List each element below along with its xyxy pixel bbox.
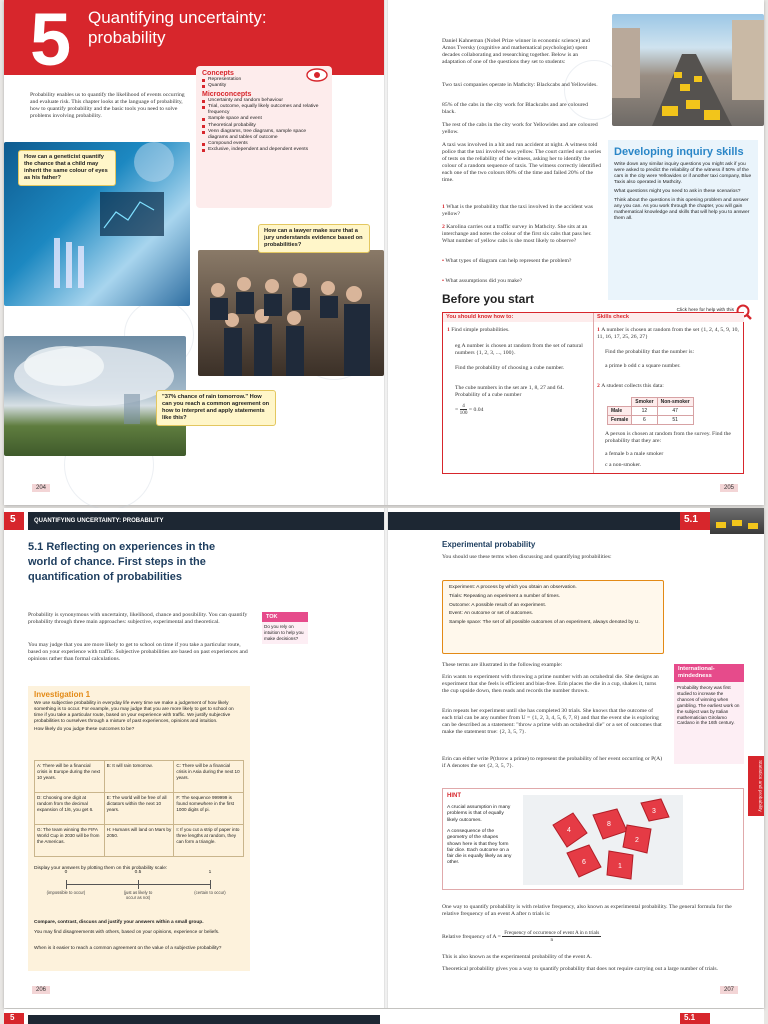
question-4: • What assumptions did you make? bbox=[442, 278, 523, 284]
table-cell: 6 bbox=[632, 416, 657, 425]
question-1: 1 What is the probability that the taxi involved in the accident was yellow? bbox=[442, 204, 593, 217]
fraction-denominator: 100 bbox=[459, 410, 468, 416]
jury-illustration bbox=[198, 250, 384, 376]
strip-dark bbox=[388, 512, 680, 530]
chapter-number: 5 bbox=[30, 0, 72, 81]
skill-options-1: a prime b odd c a square number. bbox=[605, 363, 681, 369]
peek-chapter-number: 5 bbox=[4, 1013, 24, 1024]
scale-label: 0.5 bbox=[134, 870, 142, 875]
scale-tick bbox=[210, 880, 211, 889]
concept-item: Quantity bbox=[202, 83, 326, 89]
microconcept-item: Exclusive, independent and dependent events bbox=[202, 147, 326, 153]
hint-paragraph-1: A crucial assumption in many problems is that of equally likely outcomes. bbox=[447, 805, 511, 823]
scale-label: 1 bbox=[208, 870, 212, 875]
outcome-cell: A: There will be a financial crisis in Europe during the next 10 years. bbox=[35, 761, 105, 793]
table-header-cell: Non-smoker bbox=[657, 398, 693, 407]
formula-denominator: n bbox=[550, 937, 554, 943]
microconcept-item: Sample space and event bbox=[202, 116, 326, 122]
tok-text: Do you rely on intuition to help you make decisions? bbox=[262, 622, 308, 644]
spread-pages-204-205 bbox=[4, 0, 764, 505]
relative-frequency-formula bbox=[442, 930, 744, 943]
fraction-numerator: 4 bbox=[460, 403, 468, 410]
help-link[interactable]: Click here for help with this bbox=[676, 308, 734, 313]
formula-fraction bbox=[502, 930, 601, 943]
inquiry-title: Developing inquiry skills bbox=[614, 146, 744, 158]
concepts-box bbox=[196, 66, 332, 208]
next-spread-peek bbox=[4, 1009, 764, 1024]
microconcept-item: Theoretical probability bbox=[202, 123, 326, 129]
scale-sub-label: (impossible to occur) bbox=[46, 890, 86, 895]
city-taxis-photo bbox=[612, 14, 764, 126]
skill-item-1-text: A number is chosen at random from the set {1, 2, 4, 5, 9, 10, 11, 16, 17, 25, 26, 27} bbox=[597, 327, 739, 340]
scale-tick bbox=[66, 880, 67, 889]
courtroom-photo bbox=[198, 250, 384, 376]
skill-options-2: a female b a male smoker bbox=[605, 451, 664, 457]
svg-text:4: 4 bbox=[567, 827, 571, 834]
relative-frequency-paragraph: One way to quantify probability is with relative frequency, also known as experimental probability. The general formula for the relative frequency of an event A after n trials is: bbox=[442, 904, 732, 917]
example-paragraph-2: Erin repeats her experiment until she has completed 30 trials. She knows that the outcome of each trial can be any number from U = {1, 2, 3, 4, 5, 6, 7, 8} and that the event she is exploring can be described as a statement: "throw a prime with an octahedral die" or a set of outcomes that make the statement true: {2, 3, 5, 7}. bbox=[442, 708, 662, 735]
svg-text:3: 3 bbox=[652, 808, 656, 815]
hint-paragraph-2: A consequence of the geometry of the shapes shown here is that they form fair dice. Each outcome on a fair die is equally likely as any other. bbox=[447, 829, 512, 866]
concept-item: Representation bbox=[202, 77, 326, 83]
outcome-cell: I: If you cut a strip of paper into three lengths at random, they can form a triangle. bbox=[174, 825, 244, 857]
theoretical-note: Theoretical probability gives you a way to quantify probability that does not require carrying out a large number of trials. bbox=[442, 966, 718, 972]
peek-strip bbox=[28, 1015, 380, 1024]
definition-sample-space: Sample space: The set of all possible outcomes of an experiment, always denoted by U. bbox=[449, 620, 640, 626]
gutter bbox=[384, 0, 388, 505]
before-you-start-heading: Before you start bbox=[442, 292, 535, 306]
inquiry-paragraph-2: What questions might you need to ask in these scenarios? bbox=[614, 189, 741, 194]
example-paragraph-1: Erin wants to experiment with throwing a prime number with an octahedral die. She designs an experiment that she feels is efficient and bias-free. Erin places the die in a cup, shakes it, turns the cup upside down, then reads and records the number thrown. bbox=[442, 674, 659, 694]
display-instruction: Display your answers by plotting them on this probability scale: bbox=[34, 866, 168, 871]
table-row-label: Female bbox=[608, 416, 632, 425]
terms-intro: You should use these terms when discussing and quantifying probabilities: bbox=[442, 554, 612, 560]
svg-text:8: 8 bbox=[607, 821, 611, 828]
investigation-question: How likely do you judge these outcomes to be? bbox=[34, 727, 135, 732]
column-divider bbox=[593, 313, 594, 473]
outcomes-grid bbox=[34, 760, 244, 857]
skills-check-box bbox=[442, 312, 744, 474]
peek-section-number: 5.1 bbox=[680, 1013, 710, 1024]
know-item-1: 1 Find simple probabilities. bbox=[447, 327, 510, 333]
scale-sub-label: (certain to occur) bbox=[194, 890, 226, 895]
page-number-204: 204 bbox=[32, 484, 50, 492]
definition-experiment: Experiment: A process by which you obtain an observation. bbox=[449, 585, 577, 590]
inquiry-paragraph-1: Write down any similar inquiry questions you might ask if you were asked to predict the reliability of the witness if 50% of the cars in the city were Yellowides or if another taxi company, Blue Taxis also operated in Mathcity. bbox=[614, 162, 752, 185]
hint-title: HINT bbox=[447, 793, 461, 799]
inquiry-paragraph-3: Think about the questions in this opening problem and answer any you can. As you work through the chapter, you will gain mathematical knowledge and skills that will help you to answer them all. bbox=[614, 198, 750, 221]
table-row-label: Male bbox=[608, 407, 632, 416]
table-cell: 51 bbox=[657, 416, 693, 425]
hint-box bbox=[442, 788, 744, 890]
illustrated-note: These terms are illustrated in the following example: bbox=[442, 662, 563, 668]
know-how-heading: You should know how to: bbox=[443, 313, 593, 322]
taxi-strip-illustration bbox=[710, 508, 764, 534]
dice-illustration bbox=[523, 795, 683, 885]
callout-rain: "37% chance of rain tomorrow." How can you reach a common agreement on how to interpret and apply statements like this? bbox=[156, 390, 276, 426]
outcome-cell: D: Choosing one digit at random from the decimal expansion of 1/6, you get 6. bbox=[35, 793, 105, 825]
formula-numerator: Frequency of occurrence of event A in n trials bbox=[504, 930, 600, 936]
page-number-205: 205 bbox=[720, 484, 738, 492]
definition-trials: Trials: Repeating an experiment a number of times. bbox=[449, 593, 560, 599]
strip-chapter-label: QUANTIFYING UNCERTAINTY: PROBABILITY bbox=[28, 512, 384, 530]
intl-text: Probability theory was first studied to increase the chances of winning when gambling. The earliest work on the subject was by Italian mathematician Girolamo Cardano in the 16th century. bbox=[674, 682, 744, 764]
skill-options-3: c a non-smoker. bbox=[605, 462, 642, 468]
outcome-cell: E: The world will be free of all dictators within the next 10 years. bbox=[105, 793, 175, 825]
question-1-text: What is the probability that the taxi involved in the accident was yellow? bbox=[442, 204, 593, 217]
know-item-1-text: Find simple probabilities. bbox=[451, 327, 510, 333]
developing-inquiry-box bbox=[608, 140, 758, 300]
tok-box bbox=[262, 612, 308, 654]
smoker-table bbox=[607, 397, 694, 425]
definitions-box bbox=[442, 580, 664, 654]
callout-geneticist: How can a geneticist quantify the chance that a child may inherit the same colour of eyes as his father? bbox=[18, 150, 116, 186]
accident-paragraph: A taxi was involved in a hit and run accident at night. A witness told police that the taxi involved was yellow. The court carried out a series of tests on the reliability of the witness, asking her to identify the colour of a random sequence of taxis. The witness correctly identified each one of the two colours 80% of the time and failed 20% of the time. bbox=[442, 142, 602, 183]
tok-title: TOK bbox=[262, 612, 308, 622]
question-3: • What types of diagram can help represent the problem? bbox=[442, 258, 572, 264]
disagree-note: You may find disagreements with others, based on your opinions, experience or beliefs. bbox=[34, 930, 220, 935]
page-number-207: 207 bbox=[720, 986, 738, 994]
svg-text:2: 2 bbox=[635, 837, 639, 844]
scale-tick bbox=[138, 880, 139, 889]
strip-section-number: 5.1 bbox=[680, 512, 710, 530]
skill-find: Find the probability that the number is: bbox=[605, 349, 695, 355]
outcome-cell: G: The team winning the FIFA World Cup in 2030 will be from the Americas. bbox=[35, 825, 105, 857]
intro-paragraph-2: You may judge that you are more likely to get to school on time if you take a particular route, based on your experience with traffic. Subjective probabilities are based on past experiences and opinions rather than formal calculations. bbox=[28, 642, 248, 662]
fraction bbox=[460, 403, 468, 416]
svg-text:6: 6 bbox=[582, 859, 586, 866]
skill-person: A person is chosen at random from the survey. Find the probability that they are: bbox=[605, 431, 731, 444]
outcome-cell: B: It will rain tomorrow. bbox=[105, 761, 175, 793]
definition-event: Event: An outcome or set of outcomes. bbox=[449, 611, 533, 617]
svg-text:1: 1 bbox=[618, 863, 622, 870]
investigation-box bbox=[28, 686, 250, 971]
agreement-question: When is it easier to reach a common agreement on the value of a subjective probability? bbox=[34, 946, 222, 951]
kahneman-paragraph: Daniel Kahneman (Nobel Prize winner in economic science) and Amos Tversky (cognitive and mathematical psychologist) spent decades collaborating and researching together. Below is an adaptation of one of the questions they set to students: bbox=[442, 38, 590, 65]
taxi-companies-paragraph: Two taxi companies operate in Mathcity: Blackcabs and Yellowides. bbox=[442, 82, 598, 88]
skill-item-1: 1 A number is chosen at random from the set {1, 2, 4, 5, 9, 10, 11, 16, 17, 25, 26, 27} bbox=[597, 327, 739, 340]
definition-outcome: Outcome: A possible result of an experiment. bbox=[449, 602, 547, 608]
know-probability: = $\frac{4}{100}$ = 0.04 bbox=[455, 403, 484, 416]
know-result: = 0.04 bbox=[468, 406, 484, 413]
question-4-text: What assumptions did you make? bbox=[445, 278, 523, 284]
experimental-probability-heading: Experimental probability bbox=[442, 540, 536, 549]
scale-sub-label: (just as likely to occur as not) bbox=[123, 890, 153, 900]
strip-taxi-photo bbox=[710, 508, 764, 534]
intro-paragraph-1: Probability is synonymous with uncertainty, likelihood, chance and possibility. You can quantify probability through three main approaches: subjective, experimental and theoretical. bbox=[28, 612, 248, 625]
microconcept-item: Uncertainty and random behaviour bbox=[202, 98, 326, 104]
know-cube: The cube numbers in the set are 1, 8, 27 and 64. Probability of a cube number bbox=[455, 385, 564, 398]
page-number-206: 206 bbox=[32, 986, 50, 994]
microconcept-item: Venn diagrams, tree diagrams, sample space diagrams and tables of outcome bbox=[202, 129, 326, 141]
eye-icon bbox=[306, 68, 328, 82]
table-cell: 47 bbox=[657, 407, 693, 416]
formula-lhs: Relative frequency of A = bbox=[442, 933, 501, 940]
skill-item-2: 2 A student collects this data: bbox=[597, 383, 664, 389]
skills-check-heading: Skills check bbox=[594, 313, 744, 322]
skill-item-2-text: A student collects this data: bbox=[601, 383, 664, 389]
know-find: Find the probability of choosing a cube number. bbox=[455, 365, 565, 371]
example-paragraph-3: Erin can either write P(throw a prime) to represent the probability of her event occurring or P(A) if A denotes the set {2, 3, 5, 7}. bbox=[442, 756, 663, 769]
question-3-text: What types of diagram can help represent the problem? bbox=[445, 258, 572, 264]
blackcabs-paragraph: 85% of the cabs in the city work for Blackcabs and are coloured black. bbox=[442, 102, 588, 115]
table-header-cell bbox=[608, 398, 632, 407]
spread-pages-206-207 bbox=[4, 508, 764, 1008]
callout-lawyer: How can a lawyer make sure that a jury understands evidence based on probabilities? bbox=[258, 224, 370, 253]
yellowides-paragraph: The rest of the cabs in the city work for Yellowides and are coloured yellow. bbox=[442, 122, 598, 135]
outcome-cell: F: The sequence 999999 is found somewhere in the first 1000 digits of pi. bbox=[174, 793, 244, 825]
international-mindedness-box bbox=[674, 664, 744, 774]
chapter-title: Quantifying uncertainty: probability bbox=[88, 8, 267, 47]
table-cell: 12 bbox=[632, 407, 657, 416]
concepts-heading: Concepts bbox=[202, 70, 234, 77]
outcome-cell: H: Humans will land on Mars by 2050. bbox=[105, 825, 175, 857]
investigation-paragraph: We use subjective probability in everyday life every time we make a judgement of how likely something is to occur. For example, you may judge that you are more likely to get to school on time if you take a particular route, based on your experience with traffic. We justify subjective probabilities to ourselves through a mixture of past experiences, opinions and intuition. bbox=[34, 701, 234, 724]
microconcept-item: Trial, outcome, equally likely outcomes and relative frequency bbox=[202, 104, 326, 116]
section-title: 5.1 Reflecting on experiences in the world of chance. First steps in the quantification of probabilities bbox=[28, 541, 216, 583]
strip-chapter-number: 5 bbox=[4, 512, 24, 530]
outcome-cell: C: There will be a financial crisis in Asia during the next 10 years. bbox=[174, 761, 244, 793]
question-2-text: Karolina carries out a traffic survey in Mathcity. She sits at an interchange and notes the colour of the first six cabs that pass her. What number of yellow cabs is she most likely to observe? bbox=[442, 224, 592, 244]
table-header-cell: Smoker bbox=[632, 398, 657, 407]
gutter bbox=[384, 508, 388, 1008]
experimental-note: This is also known as the experimental probability of the event A. bbox=[442, 954, 592, 960]
microconcepts-heading: Microconcepts bbox=[202, 91, 252, 99]
side-tab-statistics[interactable]: Statistics and probability bbox=[748, 756, 764, 816]
compare-instruction: Compare, contrast, discuss and justify your answers within a small group. bbox=[34, 920, 204, 925]
intl-title: International-mindedness bbox=[674, 664, 744, 682]
know-example: eg A number is chosen at random from the set of natural numbers {1, 2, 3, ..., 100}. bbox=[455, 343, 583, 356]
microconcept-item: Compound events bbox=[202, 141, 326, 147]
taxi-street-illustration bbox=[612, 14, 764, 126]
investigation-title: Investigation 1 bbox=[34, 690, 91, 699]
chapter-intro: Probability enables us to quantify the likelihood of events occurring and evaluate risk. This chapter looks at the language of probability, how to quantify probability and the basic tools you need to solve problems involving probability. bbox=[30, 92, 185, 119]
question-2: 2 Karolina carries out a traffic survey in Mathcity. She sits at an interchange and notes the colour of the first six cabs that pass her. What number of yellow cabs is she most likely to observe? bbox=[442, 224, 592, 244]
scale-label: 0 bbox=[64, 870, 68, 875]
